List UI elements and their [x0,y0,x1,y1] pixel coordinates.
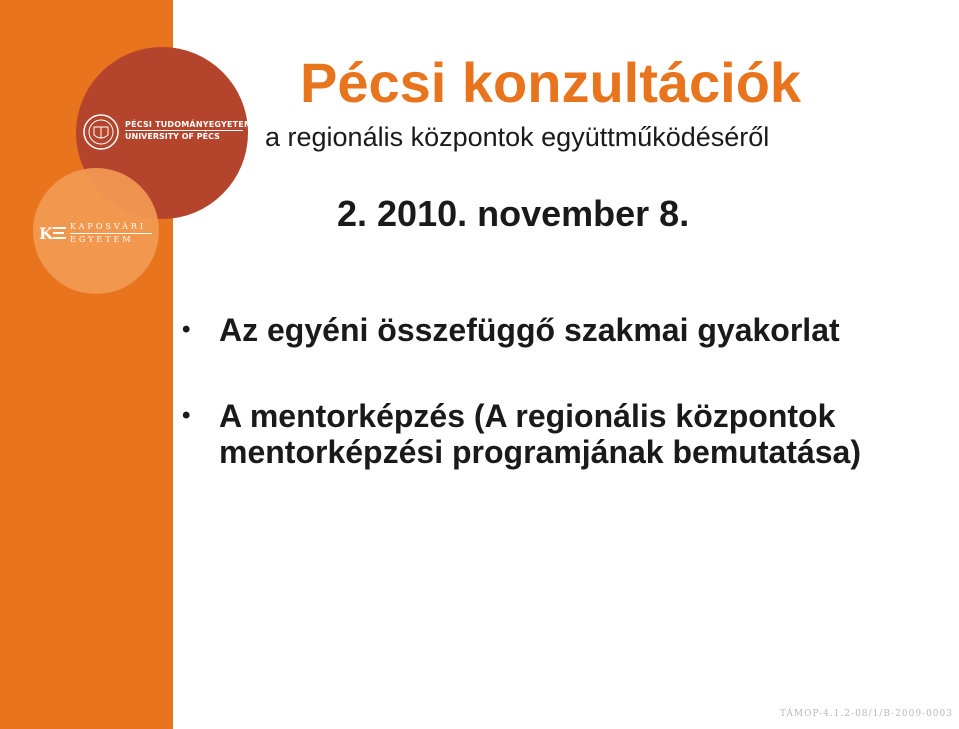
bullet-list [182,312,882,470]
svg-text:K: K [39,224,53,243]
bullet-text: A mentorképzés (A regionális központok mentorképzési programjának bemutatása) [219,398,861,470]
pte-logo-english-name: UNIVERSITY OF PÉCS [125,132,220,141]
bullet-item [182,312,882,348]
ke-logo-subname: EGYETEM [70,235,134,244]
pte-logo-name: PÉCSI TUDOMÁNYEGYETEM [125,120,253,129]
ke-logo-mark-icon [38,222,68,244]
university-seal-icon [82,113,120,151]
pte-logo-rule [125,130,243,131]
slide-title: Pécsi konzultációk [300,51,802,114]
ke-logo-rule [70,233,152,234]
bullet-text: Az egyéni összefüggő szakmai gyakorlat [219,312,840,348]
bullet-dot-icon: • [182,316,191,343]
slide-subtitle: a regionális központok együttműködéséről [265,122,770,152]
bullet-dot-icon: • [182,402,191,429]
ke-logo-name: KAPOSVÁRI [70,222,147,231]
project-code: TÁMOP-4.1.2-08/1/B-2009-0003 [779,709,953,719]
bullet-item [182,398,882,470]
slide-date: 2. 2010. november 8. [337,193,690,234]
